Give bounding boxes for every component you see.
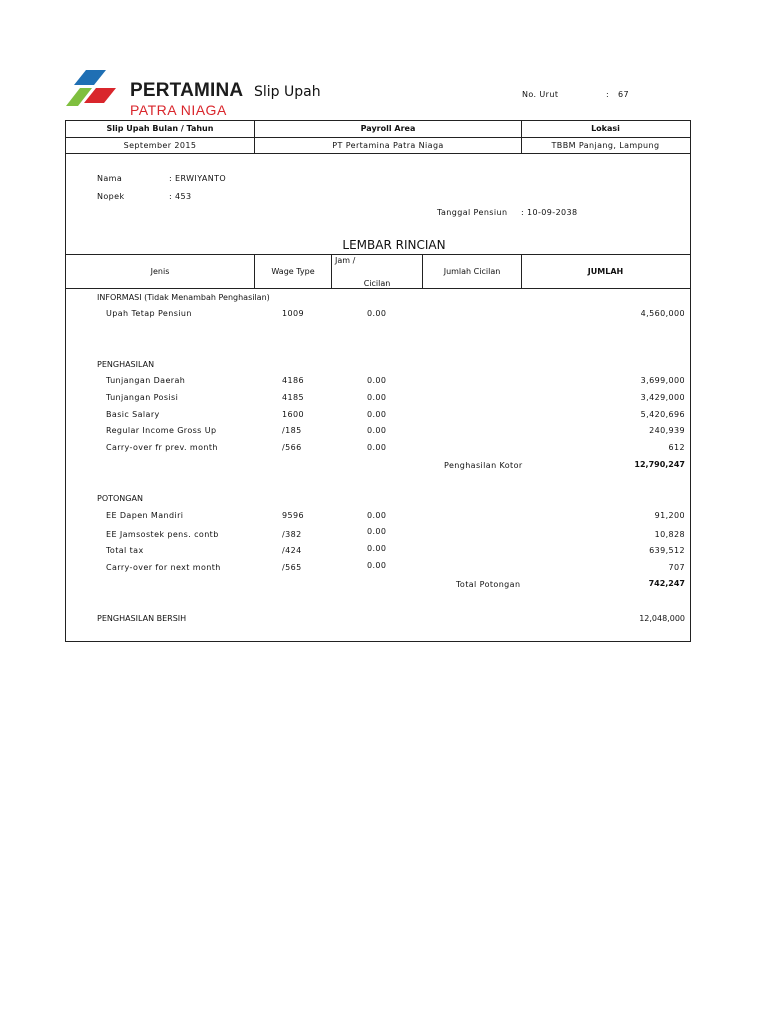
row-wage-type: /185 [282,426,302,435]
row-jenis: Upah Tetap Pensiun [106,309,192,318]
row-jam: 0.00 [367,393,387,402]
row-jenis: Tunjangan Posisi [106,393,179,402]
no-urut-value: 67 [618,90,629,99]
row-wage-type: /565 [282,563,302,572]
brand-subname: PATRA NIAGA [130,102,227,118]
row-jenis: Carry-over for next month [106,563,221,572]
column-header-jumlah-cicilan: Jumlah Cicilan [443,267,501,276]
row-jumlah: 3,429,000 [640,393,685,402]
column-header-jam: Jam / [335,256,356,265]
row-jenis: Basic Salary [106,410,160,419]
row-jam: 0.00 [367,527,387,536]
row-jam: 0.00 [367,426,387,435]
pertamina-logo-mark [66,68,124,108]
brand-name: PERTAMINA [130,80,244,101]
nama-label: Nama [97,174,123,183]
row-wage-type: 4186 [282,376,304,385]
divider [65,137,690,138]
row-jam: 0.00 [367,511,387,520]
column-header-jenis: Jenis [150,267,170,276]
column-header-jumlah: JUMLAH [587,267,624,276]
row-wage-type: 4185 [282,393,304,402]
row-jumlah: 240,939 [649,426,685,435]
penghasilan-bersih-value: 12,048,000 [639,614,685,623]
tanggal-pensiun-label: Tanggal Pensiun [437,208,508,217]
divider [65,288,690,289]
row-jenis: Regular Income Gross Up [106,426,217,435]
row-wage-type: 9596 [282,511,304,520]
row-jumlah: 707 [668,563,685,572]
divider [65,254,690,255]
header-cell-lokasi: Lokasi [591,124,620,133]
row-jumlah: 91,200 [654,511,685,520]
row-jumlah: 3,699,000 [640,376,685,385]
row-jenis: EE Dapen Mandiri [106,511,184,520]
total-potongan-label: Total Potongan [456,580,521,589]
tanggal-pensiun-value: : 10-09-2038 [521,208,578,217]
document-title: Slip Upah [254,84,321,100]
row-jam: 0.00 [367,561,387,570]
column-header-cicilan: Cicilan [363,279,391,288]
row-jumlah: 4,560,000 [640,309,685,318]
row-jumlah: 5,420,696 [640,410,685,419]
header-cell-payroll-area: Payroll Area [360,124,416,133]
row-wage-type: 1009 [282,309,304,318]
row-jumlah: 639,512 [649,546,685,555]
row-wage-type: /566 [282,443,302,452]
row-jenis: Carry-over fr prev. month [106,443,218,452]
no-urut-label: No. Urut [522,90,559,99]
section-heading-potongan: POTONGAN [97,494,143,503]
row-jam: 0.00 [367,544,387,553]
column-header-wage-type: Wage Type [271,267,315,276]
nopek-label: Nopek [97,192,125,201]
row-jam: 0.00 [367,376,387,385]
pertamina-logo [66,68,124,108]
section-heading-informasi: INFORMASI (Tidak Menambah Penghasilan) [97,293,270,302]
row-jam: 0.00 [367,443,387,452]
divider [65,153,690,154]
row-jenis: Tunjangan Daerah [106,376,186,385]
penghasilan-kotor-label: Penghasilan Kotor [444,461,523,470]
row-jenis: Total tax [106,546,144,555]
row-jumlah: 10,828 [654,530,685,539]
header-cell-bulan-tahun: Slip Upah Bulan / Tahun [106,124,214,133]
nopek-value: : 453 [169,192,192,201]
row-jenis: EE Jamsostek pens. contb [106,530,219,539]
value-cell-lokasi: TBBM Panjang, Lampung [551,141,660,150]
row-wage-type: /424 [282,546,302,555]
row-jam: 0.00 [367,410,387,419]
row-wage-type: 1600 [282,410,304,419]
penghasilan-kotor-value: 12,790,247 [634,460,685,469]
nama-value: : ERWIYANTO [169,174,227,183]
row-jumlah: 612 [668,443,685,452]
total-potongan-value: 742,247 [648,579,685,588]
section-heading-penghasilan: PENGHASILAN [97,360,155,369]
value-cell-payroll-area: PT Pertamina Patra Niaga [332,141,444,150]
row-jam: 0.00 [367,309,387,318]
penghasilan-bersih-label: PENGHASILAN BERSIH [97,614,187,623]
row-wage-type: /382 [282,530,302,539]
no-urut-separator: : [606,90,610,99]
value-cell-bulan-tahun: September 2015 [123,141,197,150]
lembar-rincian-title: LEMBAR RINCIAN [342,238,446,252]
